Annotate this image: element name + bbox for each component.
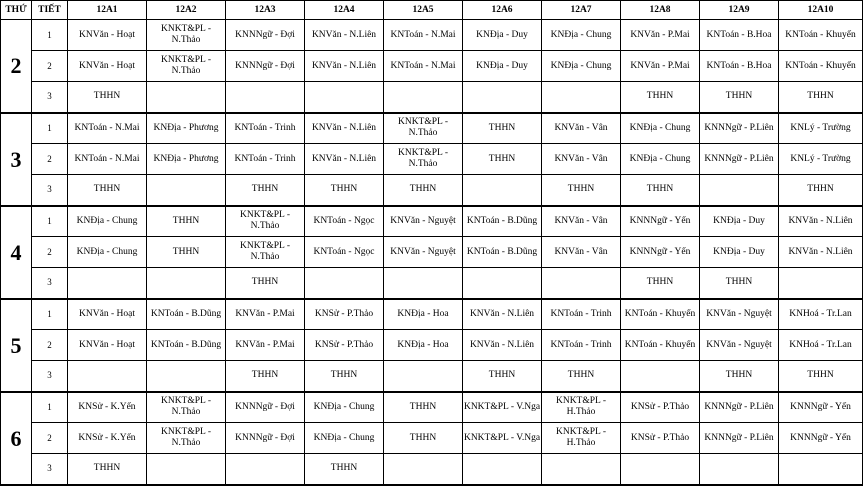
- schedule-cell: KNVăn - P.Mai: [621, 20, 700, 51]
- schedule-cell: THHN: [384, 175, 463, 206]
- schedule-cell: THHN: [384, 392, 463, 423]
- schedule-cell: [463, 454, 542, 485]
- schedule-cell: KNToán - N.Mai: [384, 20, 463, 51]
- schedule-cell: THHN: [542, 361, 621, 392]
- schedule-cell: KNVăn - N.Liên: [463, 299, 542, 330]
- class-header: 12A6: [463, 1, 542, 20]
- schedule-cell: KNKT&PL - N.Thảo: [147, 51, 226, 82]
- schedule-cell: THHN: [700, 82, 779, 113]
- schedule-cell: KNVăn - P.Mai: [226, 330, 305, 361]
- period-number: 3: [32, 175, 68, 206]
- schedule-cell: KNLý - Trường: [779, 144, 863, 175]
- table-row: [1, 51, 863, 82]
- schedule-cell: KNSử - K.Yến: [68, 423, 147, 454]
- class-header: 12A8: [621, 1, 700, 20]
- schedule-cell: KNToán - B.Dũng: [147, 299, 226, 330]
- header-row: [1, 1, 863, 20]
- schedule-cell: [147, 82, 226, 113]
- schedule-cell: [305, 82, 384, 113]
- timetable-body: [1, 20, 863, 485]
- table-row: [1, 268, 863, 299]
- schedule-cell: THHN: [68, 454, 147, 485]
- schedule-cell: KNĐịa - Hoa: [384, 299, 463, 330]
- schedule-cell: THHN: [700, 268, 779, 299]
- schedule-cell: KNToán - Khuyến: [779, 20, 863, 51]
- schedule-cell: KNĐịa - Chung: [68, 206, 147, 237]
- period-number: 2: [32, 51, 68, 82]
- table-row: [1, 113, 863, 144]
- day-number: 3: [1, 113, 32, 206]
- table-row: [1, 175, 863, 206]
- schedule-cell: KNToán - Trinh: [226, 144, 305, 175]
- schedule-cell: THHN: [305, 454, 384, 485]
- day-header: THỨ: [1, 1, 32, 20]
- schedule-cell: [542, 454, 621, 485]
- period-number: 3: [32, 268, 68, 299]
- schedule-cell: KNSử - K.Yến: [68, 392, 147, 423]
- period-number: 3: [32, 82, 68, 113]
- class-header: 12A3: [226, 1, 305, 20]
- schedule-cell: KNLý - Trường: [779, 113, 863, 144]
- day-number: 5: [1, 299, 32, 392]
- schedule-cell: KNĐịa - Phương: [147, 113, 226, 144]
- class-header: 12A9: [700, 1, 779, 20]
- schedule-cell: [68, 268, 147, 299]
- schedule-cell: KNVăn - N.Liên: [779, 206, 863, 237]
- schedule-cell: KNToán - B.Dũng: [147, 330, 226, 361]
- schedule-cell: THHN: [305, 175, 384, 206]
- schedule-cell: THHN: [779, 175, 863, 206]
- day-number: 4: [1, 206, 32, 299]
- schedule-cell: KNNNgữ - P.Liên: [700, 423, 779, 454]
- period-number: 1: [32, 392, 68, 423]
- schedule-cell: KNKT&PL - V.Nga: [463, 423, 542, 454]
- schedule-cell: KNNNgữ - Đợi: [226, 423, 305, 454]
- schedule-cell: [147, 268, 226, 299]
- period-number: 1: [32, 299, 68, 330]
- schedule-cell: KNNNgữ - Yến: [621, 237, 700, 268]
- schedule-cell: KNHoá - Tr.Lan: [779, 299, 863, 330]
- schedule-cell: [463, 175, 542, 206]
- schedule-cell: KNKT&PL - V.Nga: [463, 392, 542, 423]
- schedule-cell: [384, 82, 463, 113]
- schedule-cell: KNĐịa - Hoa: [384, 330, 463, 361]
- table-row: [1, 423, 863, 454]
- schedule-cell: KNToán - Trinh: [542, 330, 621, 361]
- schedule-cell: [700, 454, 779, 485]
- table-row: [1, 82, 863, 113]
- table-row: [1, 206, 863, 237]
- period-number: 2: [32, 330, 68, 361]
- period-number: 1: [32, 206, 68, 237]
- schedule-cell: KNVăn - Vân: [542, 144, 621, 175]
- schedule-cell: KNKT&PL - N.Thảo: [147, 423, 226, 454]
- schedule-cell: THHN: [147, 237, 226, 268]
- schedule-cell: [463, 82, 542, 113]
- period-number: 2: [32, 423, 68, 454]
- class-header: 12A5: [384, 1, 463, 20]
- table-row: [1, 299, 863, 330]
- schedule-cell: [384, 454, 463, 485]
- schedule-cell: KNKT&PL - N.Thảo: [226, 237, 305, 268]
- table-row: [1, 361, 863, 392]
- period-number: 1: [32, 20, 68, 51]
- schedule-cell: KNVăn - N.Liên: [305, 20, 384, 51]
- schedule-cell: KNĐịa - Phương: [147, 144, 226, 175]
- schedule-cell: KNToán - B.Dũng: [463, 237, 542, 268]
- schedule-cell: THHN: [779, 361, 863, 392]
- schedule-cell: [542, 82, 621, 113]
- schedule-cell: [147, 361, 226, 392]
- schedule-cell: KNNNgữ - Yến: [621, 206, 700, 237]
- schedule-cell: [384, 361, 463, 392]
- schedule-cell: KNVăn - Hoạt: [68, 51, 147, 82]
- schedule-cell: THHN: [226, 268, 305, 299]
- schedule-cell: KNVăn - Vân: [542, 113, 621, 144]
- schedule-cell: THHN: [700, 361, 779, 392]
- schedule-cell: KNNNgữ - Đợi: [226, 51, 305, 82]
- schedule-cell: KNĐịa - Chung: [68, 237, 147, 268]
- schedule-cell: THHN: [463, 144, 542, 175]
- schedule-cell: KNVăn - N.Liên: [305, 51, 384, 82]
- schedule-cell: [147, 454, 226, 485]
- schedule-cell: KNToán - Trinh: [226, 113, 305, 144]
- schedule-cell: KNĐịa - Chung: [621, 113, 700, 144]
- period-number: 2: [32, 237, 68, 268]
- period-number: 1: [32, 113, 68, 144]
- schedule-cell: THHN: [226, 361, 305, 392]
- schedule-cell: KNToán - Trinh: [542, 299, 621, 330]
- schedule-cell: THHN: [147, 206, 226, 237]
- period-number: 3: [32, 454, 68, 485]
- schedule-cell: KNSử - P.Thảo: [305, 330, 384, 361]
- schedule-cell: KNNNgữ - Yến: [779, 423, 863, 454]
- schedule-cell: KNNNgữ - Đợi: [226, 392, 305, 423]
- schedule-cell: [463, 268, 542, 299]
- period-number: 2: [32, 144, 68, 175]
- schedule-cell: [779, 268, 863, 299]
- schedule-cell: KNVăn - Nguyệt: [700, 299, 779, 330]
- period-header: TIẾT: [32, 1, 68, 20]
- schedule-cell: [542, 268, 621, 299]
- schedule-cell: KNVăn - Hoạt: [68, 299, 147, 330]
- schedule-cell: KNToán - B.Hoa: [700, 20, 779, 51]
- schedule-cell: KNSử - P.Thảo: [305, 299, 384, 330]
- schedule-cell: KNToán - N.Mai: [68, 113, 147, 144]
- schedule-cell: KNSử - P.Thảo: [621, 423, 700, 454]
- schedule-cell: KNVăn - N.Liên: [463, 330, 542, 361]
- schedule-cell: KNToán - Khuyến: [621, 330, 700, 361]
- schedule-cell: [305, 268, 384, 299]
- schedule-cell: KNNNgữ - P.Liên: [700, 144, 779, 175]
- class-header: 12A2: [147, 1, 226, 20]
- schedule-cell: KNNNgữ - Đợi: [226, 20, 305, 51]
- schedule-cell: KNSử - P.Thảo: [621, 392, 700, 423]
- table-row: [1, 237, 863, 268]
- period-number: 3: [32, 361, 68, 392]
- day-number: 6: [1, 392, 32, 485]
- schedule-cell: THHN: [621, 268, 700, 299]
- table-row: [1, 330, 863, 361]
- schedule-cell: [621, 361, 700, 392]
- schedule-cell: KNVăn - Nguyệt: [384, 206, 463, 237]
- schedule-cell: THHN: [305, 361, 384, 392]
- schedule-cell: KNĐịa - Chung: [305, 423, 384, 454]
- table-row: [1, 392, 863, 423]
- schedule-cell: [384, 268, 463, 299]
- schedule-cell: THHN: [226, 175, 305, 206]
- schedule-cell: KNVăn - Vân: [542, 206, 621, 237]
- schedule-cell: KNKT&PL - N.Thảo: [384, 113, 463, 144]
- schedule-cell: KNĐịa - Chung: [621, 144, 700, 175]
- schedule-cell: THHN: [68, 82, 147, 113]
- schedule-cell: KNToán - Khuyến: [621, 299, 700, 330]
- class-header: 12A4: [305, 1, 384, 20]
- schedule-cell: [621, 454, 700, 485]
- schedule-cell: THHN: [621, 82, 700, 113]
- table-row: [1, 144, 863, 175]
- table-row: [1, 20, 863, 51]
- schedule-cell: KNNNgữ - Yến: [779, 392, 863, 423]
- schedule-cell: KNHoá - Tr.Lan: [779, 330, 863, 361]
- schedule-cell: THHN: [463, 113, 542, 144]
- schedule-cell: KNToán - Khuyến: [779, 51, 863, 82]
- schedule-cell: KNToán - B.Dũng: [463, 206, 542, 237]
- schedule-cell: KNToán - Ngọc: [305, 237, 384, 268]
- schedule-cell: KNVăn - Nguyệt: [384, 237, 463, 268]
- schedule-cell: [226, 82, 305, 113]
- schedule-cell: KNVăn - P.Mai: [226, 299, 305, 330]
- schedule-cell: KNKT&PL - H.Thảo: [542, 392, 621, 423]
- schedule-cell: KNToán - N.Mai: [68, 144, 147, 175]
- schedule-cell: [147, 175, 226, 206]
- schedule-cell: KNKT&PL - N.Thảo: [226, 206, 305, 237]
- schedule-cell: KNĐịa - Chung: [305, 392, 384, 423]
- schedule-cell: KNĐịa - Chung: [542, 20, 621, 51]
- schedule-cell: KNToán - Ngọc: [305, 206, 384, 237]
- schedule-cell: KNVăn - Nguyệt: [700, 330, 779, 361]
- schedule-cell: THHN: [779, 82, 863, 113]
- schedule-cell: THHN: [384, 423, 463, 454]
- schedule-cell: KNVăn - N.Liên: [779, 237, 863, 268]
- schedule-cell: KNVăn - Vân: [542, 237, 621, 268]
- schedule-cell: KNKT&PL - N.Thảo: [147, 392, 226, 423]
- schedule-cell: KNĐịa - Duy: [463, 20, 542, 51]
- schedule-cell: [779, 454, 863, 485]
- schedule-cell: THHN: [542, 175, 621, 206]
- schedule-cell: KNVăn - N.Liên: [305, 144, 384, 175]
- schedule-cell: KNVăn - Hoạt: [68, 20, 147, 51]
- schedule-cell: KNVăn - Hoạt: [68, 330, 147, 361]
- schedule-cell: KNKT&PL - H.Thảo: [542, 423, 621, 454]
- schedule-cell: KNVăn - N.Liên: [305, 113, 384, 144]
- table-row: [1, 454, 863, 485]
- schedule-cell: KNKT&PL - N.Thảo: [147, 20, 226, 51]
- schedule-cell: KNNNgữ - P.Liên: [700, 113, 779, 144]
- schedule-cell: KNToán - B.Hoa: [700, 51, 779, 82]
- schedule-cell: [226, 454, 305, 485]
- schedule-cell: KNNNgữ - P.Liên: [700, 392, 779, 423]
- schedule-cell: KNĐịa - Duy: [700, 206, 779, 237]
- schedule-cell: KNĐịa - Duy: [463, 51, 542, 82]
- schedule-cell: THHN: [621, 175, 700, 206]
- day-number: 2: [1, 20, 32, 113]
- class-header: 12A7: [542, 1, 621, 20]
- schedule-cell: THHN: [463, 361, 542, 392]
- schedule-cell: [68, 361, 147, 392]
- schedule-cell: KNVăn - P.Mai: [621, 51, 700, 82]
- schedule-cell: KNKT&PL - N.Thảo: [384, 144, 463, 175]
- schedule-cell: THHN: [68, 175, 147, 206]
- schedule-cell: KNĐịa - Chung: [542, 51, 621, 82]
- schedule-cell: [700, 175, 779, 206]
- schedule-cell: KNĐịa - Duy: [700, 237, 779, 268]
- class-header: 12A10: [779, 1, 863, 20]
- class-header: 12A1: [68, 1, 147, 20]
- schedule-cell: KNToán - N.Mai: [384, 51, 463, 82]
